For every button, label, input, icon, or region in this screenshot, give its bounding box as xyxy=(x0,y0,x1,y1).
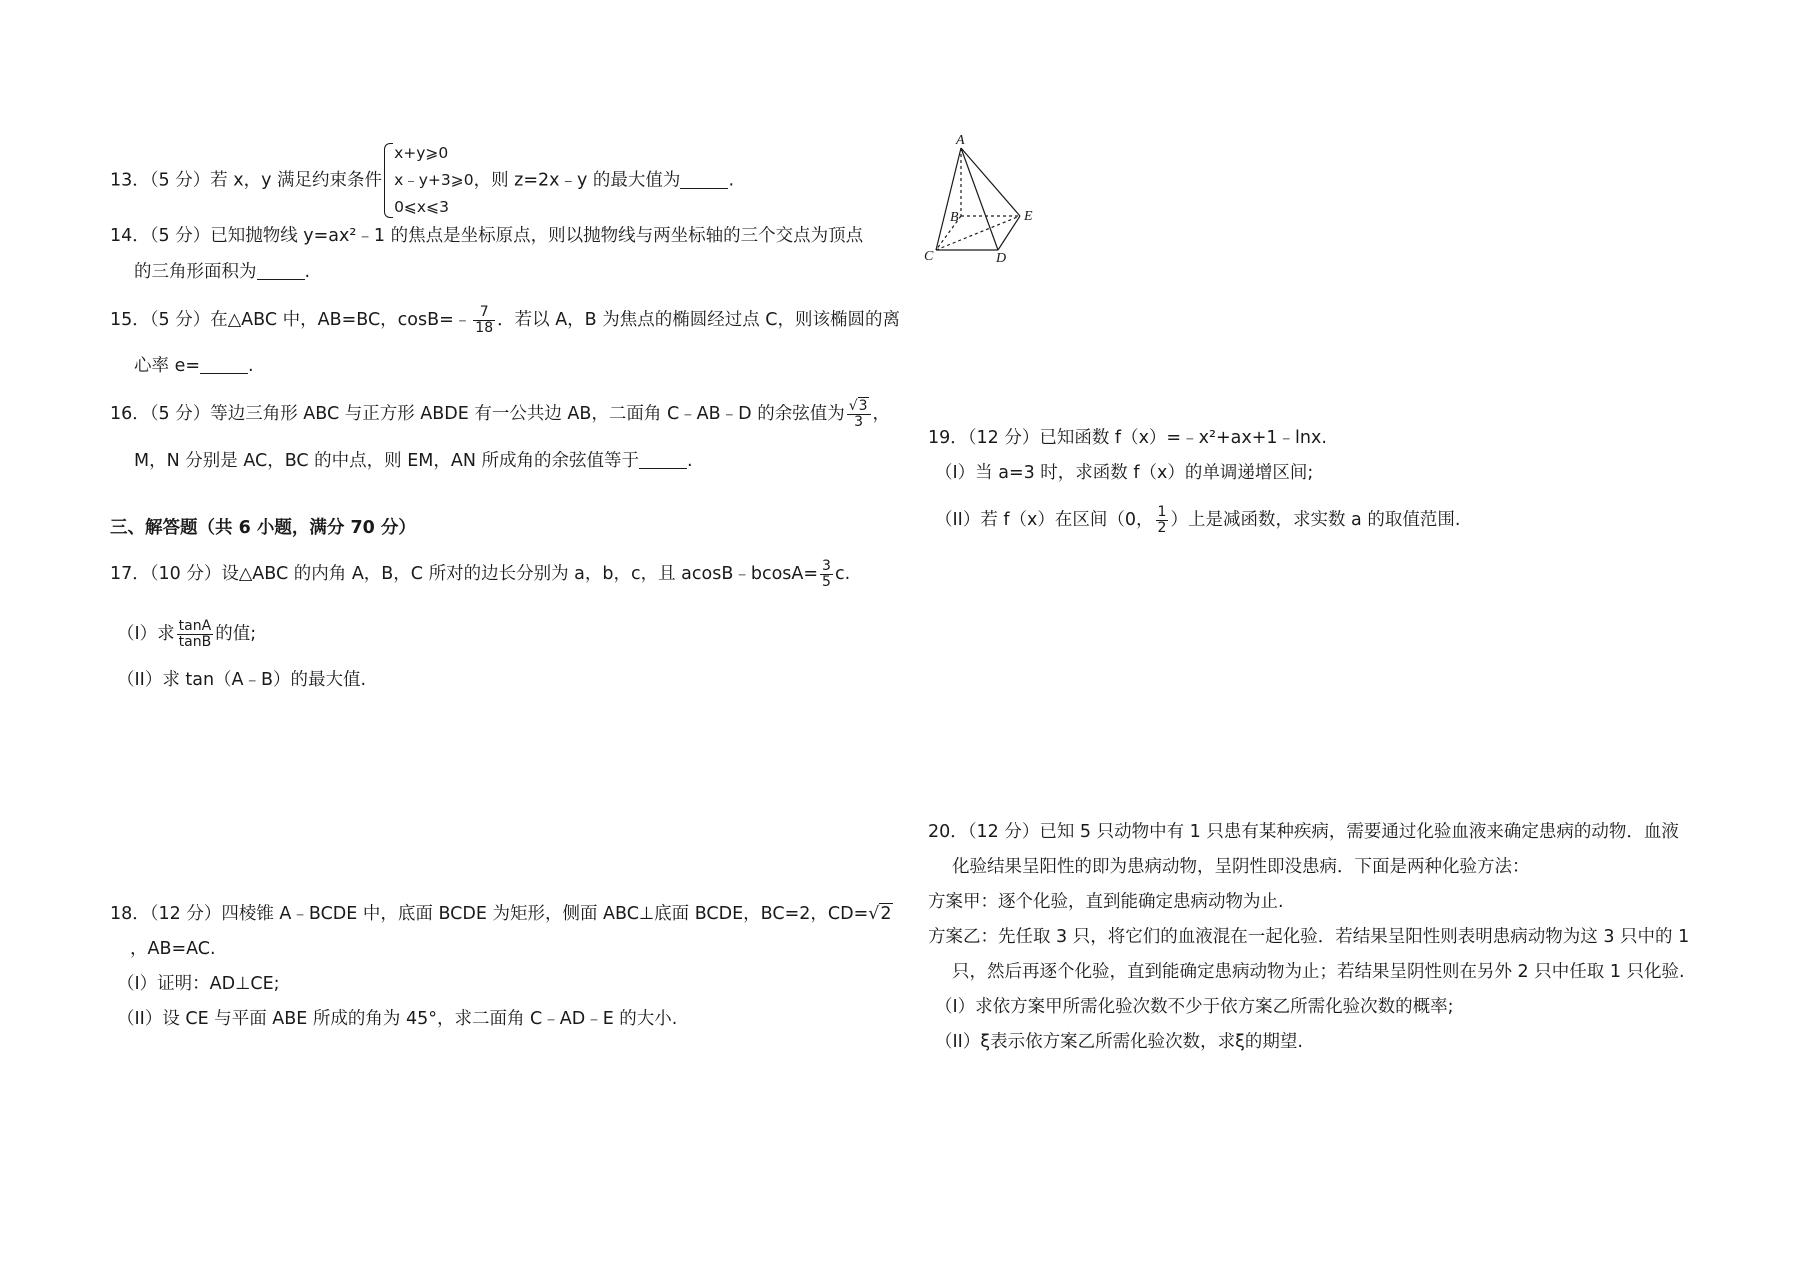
question-16-line1 xyxy=(110,394,890,434)
constraint-2: x﹣y+3⩾0 xyxy=(394,171,474,189)
question-17 xyxy=(110,554,850,594)
q20-part2-text: （II）ξ表示依方案乙所需化验次数，求ξ的期望. xyxy=(935,1032,1303,1052)
fraction-numerator: √3 xyxy=(847,399,871,415)
q20-line3-text: 方案甲：逐个化验，直到能确定患病动物为止. xyxy=(928,892,1284,912)
question-15-line2 xyxy=(134,354,254,378)
fraction xyxy=(1156,505,1169,535)
q13-prefix: 13．（5 分）若 x，y 满足约束条件 xyxy=(110,170,383,191)
label-D: D xyxy=(996,251,1007,266)
q13-end: . xyxy=(728,170,735,191)
constraint-system xyxy=(382,140,474,221)
edge-DE xyxy=(998,216,1020,250)
answer-blank xyxy=(200,356,248,374)
question-20-line3 xyxy=(928,890,1284,914)
fraction-numerator: 1 xyxy=(1157,503,1167,520)
pyramid-figure xyxy=(918,132,1048,272)
question-17-part1 xyxy=(117,614,256,654)
q18-part1-text: （I）证明：AD⊥CE; xyxy=(117,974,280,994)
question-15-line1 xyxy=(110,302,900,338)
fraction-denominator: tanB xyxy=(178,633,212,650)
fraction xyxy=(177,619,214,649)
fraction-denominator: 2 xyxy=(1157,519,1167,536)
question-18-part1 xyxy=(117,972,280,996)
fraction xyxy=(473,305,495,335)
q20-part1-text: （I）求依方案甲所需化验次数不少于依方案乙所需化验次数的概率; xyxy=(935,997,1454,1017)
q15-line2-text: 心率 e= xyxy=(134,356,200,376)
q18-prefix: 18．（12 分）四棱锥 A﹣BCDE 中，底面 BCDE 为矩形，侧面 ABC⊥底面 BCDE，BC=2， xyxy=(110,904,828,924)
fraction-numerator: tanA xyxy=(177,619,214,635)
fraction-denominator: 5 xyxy=(822,573,831,590)
q17-part2-text: （II）求 tan（A﹣B）的最大值. xyxy=(117,670,367,690)
question-20-line2 xyxy=(952,855,1530,879)
question-16-line2 xyxy=(134,449,693,473)
label-C: C xyxy=(924,249,934,264)
q15-prefix: 15．（5 分）在△ABC 中，AB=BC，cosB=﹣ xyxy=(110,310,472,330)
question-14-line2 xyxy=(134,260,310,284)
question-19-part1 xyxy=(935,461,1313,485)
sqrt-radicand: 3 xyxy=(858,397,868,414)
sqrt-expression: √2 xyxy=(868,904,892,924)
q20-line4-text: 方案乙：先任取 3 只，将它们的血液混在一起化验．若结果呈阳性则表明患病动物为这 3 只中的 1 xyxy=(928,927,1690,947)
q20-line5-text: 只，然后再逐个化验，直到能确定患病动物为止；若结果呈阴性则在另外 2 只中任取 1 只化验. xyxy=(952,962,1685,982)
edge-CE-hidden xyxy=(936,216,1020,250)
q17-part1-suffix: 的值; xyxy=(215,624,257,644)
answer-blank xyxy=(639,451,687,469)
edge-AD xyxy=(961,148,998,250)
answer-blank xyxy=(257,262,305,280)
question-18-part2 xyxy=(117,1007,677,1031)
sqrt-radicand: 2 xyxy=(880,904,892,924)
q18-line2-text: ，AB=AC. xyxy=(130,939,216,959)
edge-AE xyxy=(961,148,1020,216)
question-20-line1 xyxy=(928,820,1679,844)
q14-end: . xyxy=(304,262,311,282)
q19-part1-text: （I）当 a=3 时，求函数 f（x）的单调递增区间; xyxy=(935,463,1314,483)
q20-line2-text: 化验结果呈阳性的即为患病动物，呈阴性即没患病．下面是两种化验方法： xyxy=(952,857,1530,877)
label-B: B xyxy=(950,210,959,225)
question-20-part1 xyxy=(935,995,1454,1019)
q18-part2-text: （II）设 CE 与平面 ABE 所成的角为 45°，求二面角 C﹣AD﹣E 的大小. xyxy=(117,1009,678,1029)
q15-suffix: ．若以 A，B 为焦点的椭圆经过点 C，则该椭圆的离 xyxy=(497,310,901,330)
answer-blank xyxy=(680,171,728,189)
label-A: A xyxy=(956,133,965,148)
q17-prefix: 17．（10 分）设△ABC 的内角 A，B，C 所对的边长分别为 a，b，c，且 acosB﹣bcosA= xyxy=(110,564,819,584)
fraction-numerator: 7 xyxy=(473,305,495,321)
question-18-line1 xyxy=(110,902,895,926)
q16-prefix: 16．（5 分）等边三角形 ABC 与正方形 ABDE 有一公共边 AB，二面角 C﹣AB﹣D 的余弦值为 xyxy=(110,404,845,424)
q14-line2-text: 的三角形面积为 xyxy=(134,262,257,282)
question-14-line1 xyxy=(110,224,863,248)
q19-text: 19．（12 分）已知函数 f（x）=﹣x²+ax+1﹣lnx. xyxy=(928,428,1327,448)
q19-part2-prefix: （II）若 f（x）在区间（0， xyxy=(935,510,1154,530)
constraint-1: x+y⩾0 xyxy=(394,144,449,162)
question-20-part2 xyxy=(935,1030,1303,1054)
section-title: 三、解答题（共 6 小题，满分 70 分） xyxy=(110,518,416,538)
question-19-part2 xyxy=(935,500,1460,540)
question-18-line2 xyxy=(130,937,216,961)
q16-suffix: ， xyxy=(872,404,891,424)
question-17-part2 xyxy=(117,668,366,692)
question-13 xyxy=(110,140,734,221)
constraint-3: 0⩽x⩽3 xyxy=(394,198,449,216)
fraction-numerator: 3 xyxy=(822,557,831,574)
q20-line1-text: 20．（12 分）已知 5 只动物中有 1 只患有某种疾病，需要通过化验血液来确定患病的动物．血液 xyxy=(928,822,1679,842)
q19-part2-suffix: ）上是减函数，求实数 a 的取值范围. xyxy=(1170,510,1461,530)
question-19-line1 xyxy=(928,426,1327,450)
fraction xyxy=(820,559,833,589)
fraction-denominator: 3 xyxy=(854,413,864,430)
q17-part1-prefix: （I）求 xyxy=(117,624,175,644)
q16-end: . xyxy=(687,451,693,471)
q18-cd: CD= xyxy=(827,904,869,924)
fraction-denominator: 18 xyxy=(475,319,494,336)
question-20-line4 xyxy=(928,925,1689,949)
label-E: E xyxy=(1024,209,1033,224)
q17-suffix: c. xyxy=(834,564,851,584)
q14-text: 14．（5 分）已知抛物线 y=ax²﹣1 的焦点是坐标原点，则以抛物线与两坐标轴的三个交点为顶点 xyxy=(110,226,864,246)
q15-end: . xyxy=(248,356,254,376)
section-heading xyxy=(110,516,416,540)
q13-suffix: ，则 z=2x﹣y 的最大值为 xyxy=(473,170,681,191)
q16-line2-text: M，N 分别是 AC，BC 的中点，则 EM，AN 所成角的余弦值等于 xyxy=(134,451,640,471)
edge-AC xyxy=(936,148,961,250)
fraction xyxy=(847,399,871,429)
question-20-line5 xyxy=(952,960,1685,984)
